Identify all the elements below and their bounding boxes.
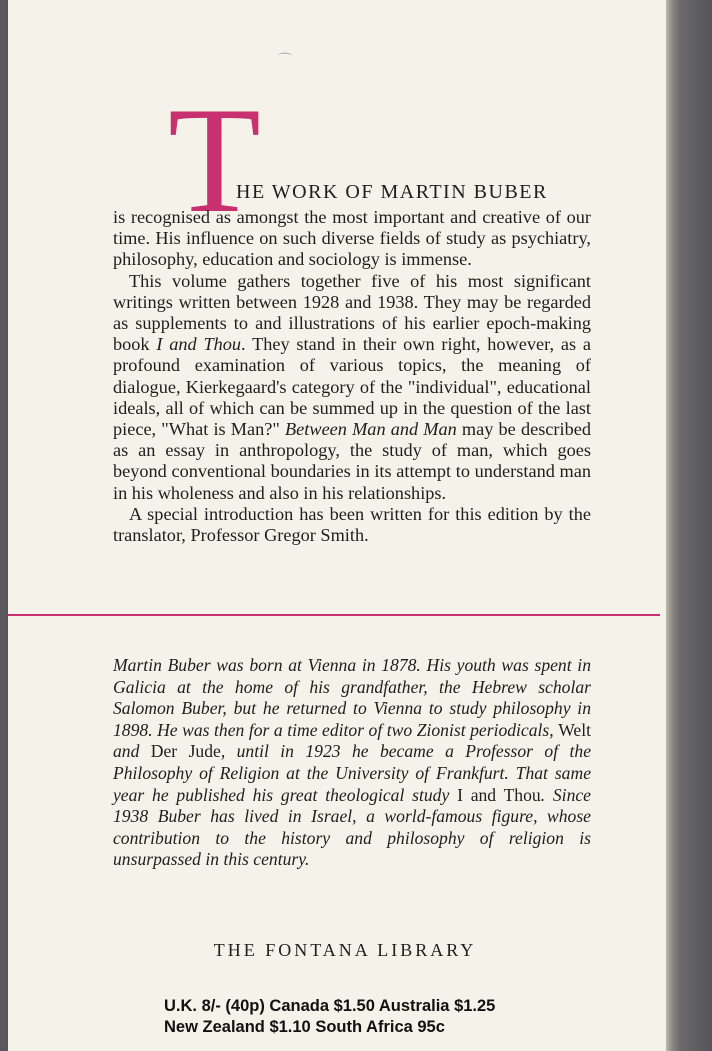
periodical-der-jude: Der Jude [150, 741, 221, 762]
book-title-between-man-and-man: Between Man and Man [285, 419, 457, 440]
price-line-2: New Zealand $1.10 South Africa 95c [164, 1018, 445, 1036]
price-line-1: U.K. 8/- (40p) Canada $1.50 Australia $1.25 [164, 997, 496, 1015]
blurb-paragraph-3: A special introduction has been written for this edition by the translator, Professor Gregor Smith. [113, 503, 591, 546]
author-biography: Martin Buber was born at Vienna in 1878. His youth was spent in Galicia at the home of his grandfather, the Hebrew scholar Salomon Buber, but he returned to Vienna to study philosophy in 1898. He was then for a time editor of two Zionist periodicals, Welt and Der Jude, until in 1923 he became a Professor of the Philosophy of Religion at the University of Frankfurt. That same year he published his great theological study I and Thou. Since 1938 Buber has lived in Israel, a world-famous figure, whose contribution to the history and philosophy of religion is unsurpassed in this century. [113, 655, 591, 870]
drop-cap: T [168, 76, 261, 244]
divider-rule [8, 614, 660, 616]
periodical-welt: Welt [558, 719, 591, 740]
back-cover [8, 0, 666, 1051]
book-title-i-and-thou-bio: I and Thou [457, 784, 541, 805]
background-edge [666, 0, 712, 1051]
print-mark-icon: ⌒ [278, 54, 292, 69]
price-list [164, 996, 495, 1038]
book-title-i-and-thou: I and Thou [156, 334, 242, 355]
blurb-paragraph-1: is recognised as amongst the most important and creative of our time. His influence on such diverse fields of study as psychiatry, philosophy, education and sociology is immense. [113, 207, 591, 270]
blurb-text [113, 207, 591, 546]
publisher-imprint: THE FONTANA LIBRARY [213, 940, 477, 960]
blurb-paragraph-2: This volume gathers together five of his most significant writings written between 1928 and 1938. They may be regarded as supplements to and illustrations of his earlier epoch-making book I and Thou. They stand in their own right, however, as a profound examination of various topics, the meaning of dialogue, Kierkegaard's category of the "individual", educational ideals, all of which can be summed up in the question of the last piece, "What is Man?" Between Man and Man may be described as an essay in anthropology, the study of man, which goes beyond conventional boundaries in its attempt to understand man in his wholeness and also in his relationships. [113, 270, 591, 503]
blurb-first-line: HE WORK OF MARTIN BUBER [236, 181, 548, 203]
